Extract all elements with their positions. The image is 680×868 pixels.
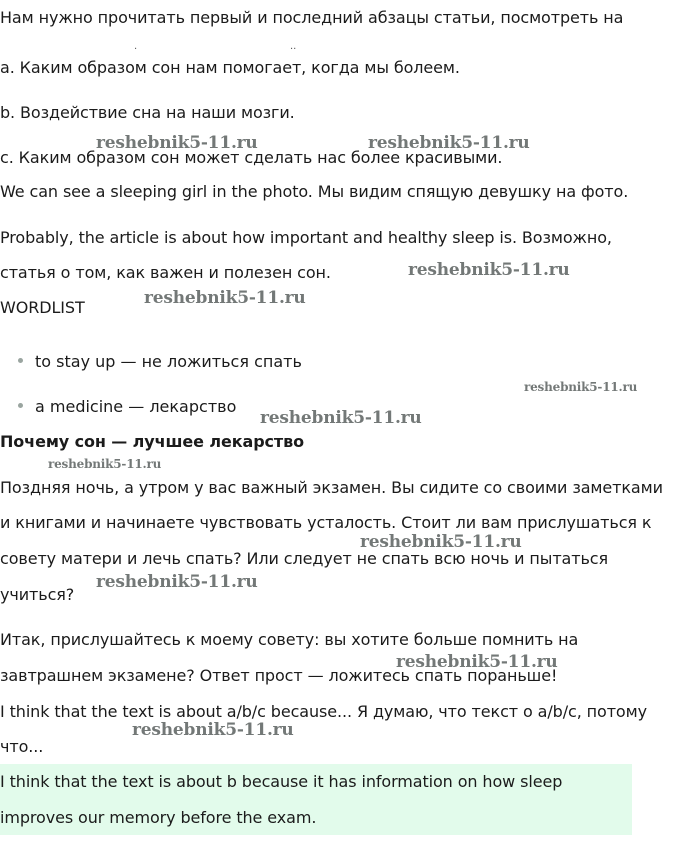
intro-line: Нам нужно прочитать первый и последний абзацы статьи, посмотреть на [0,8,624,27]
watermark: reshebnik5-11.ru [132,720,294,740]
option-b: b. Воздействие сна на наши мозги. [0,103,295,122]
watermark: reshebnik5-11.ru [360,532,522,552]
watermark: reshebnik5-11.ru [408,260,570,280]
watermark: reshebnik5-11.ru [144,288,306,308]
watermark: reshebnik5-11.ru [396,652,558,672]
guess-line-1: Probably, the article is about how important and healthy sleep is. Возможно, [0,228,612,247]
article-paragraph-line: учиться? [0,585,75,604]
wordlist-title: WORDLIST [0,298,85,317]
article-paragraph-line: Итак, прислушайтесь к моему совету: вы хотите больше помнить на [0,630,579,649]
article-paragraph-line: и книгами и начинаете чувствовать усталость. Стоит ли вам прислушаться к [0,513,652,532]
guess-line-2: статья о том, как важен и полезен сон. [0,263,331,282]
option-a: a. Каким образом сон нам помогает, когда мы болеем. [0,58,460,77]
article-paragraph-line: Поздняя ночь, а утром у вас важный экзамен. Вы сидите со своими заметками [0,478,663,497]
wordlist-item-text: to stay up — не ложиться спать [35,352,302,371]
article-heading: Почему сон — лучшее лекарство [0,432,305,451]
dots-mark: .. [290,41,297,52]
prompt-line: что... [0,737,44,756]
watermark: reshebnik5-11.ru [48,457,162,471]
wordlist-item-text: a medicine — лекарство [35,397,237,416]
option-c: c. Каким образом сон может сделать нас более красивыми. [0,148,503,167]
article-paragraph-line: завтрашнем экзамене? Ответ прост — ложитесь спать пораньше! [0,666,558,685]
answer-line: I think that the text is about b because it has information on how sleep [0,772,563,791]
article-paragraph-line: совету матери и лечь спать? Или следует не спать всю ночь и пытаться [0,549,609,568]
watermark: reshebnik5-11.ru [260,408,422,428]
watermark: reshebnik5-11.ru [368,133,530,153]
wordlist-item [18,352,302,372]
bullet-icon [18,358,23,363]
dots-mark: . [134,41,138,52]
watermark: reshebnik5-11.ru [96,572,258,592]
answer-line: improves our memory before the exam. [0,808,317,827]
photo-description: We can see a sleeping girl in the photo. Мы видим спящую девушку на фото. [0,182,629,201]
prompt-line: I think that the text is about a/b/c because... Я думаю, что текст о a/b/c, потому [0,702,647,721]
watermark: reshebnik5-11.ru [524,380,638,394]
wordlist-item [18,397,236,417]
watermark: reshebnik5-11.ru [96,133,258,153]
bullet-icon [18,403,23,408]
